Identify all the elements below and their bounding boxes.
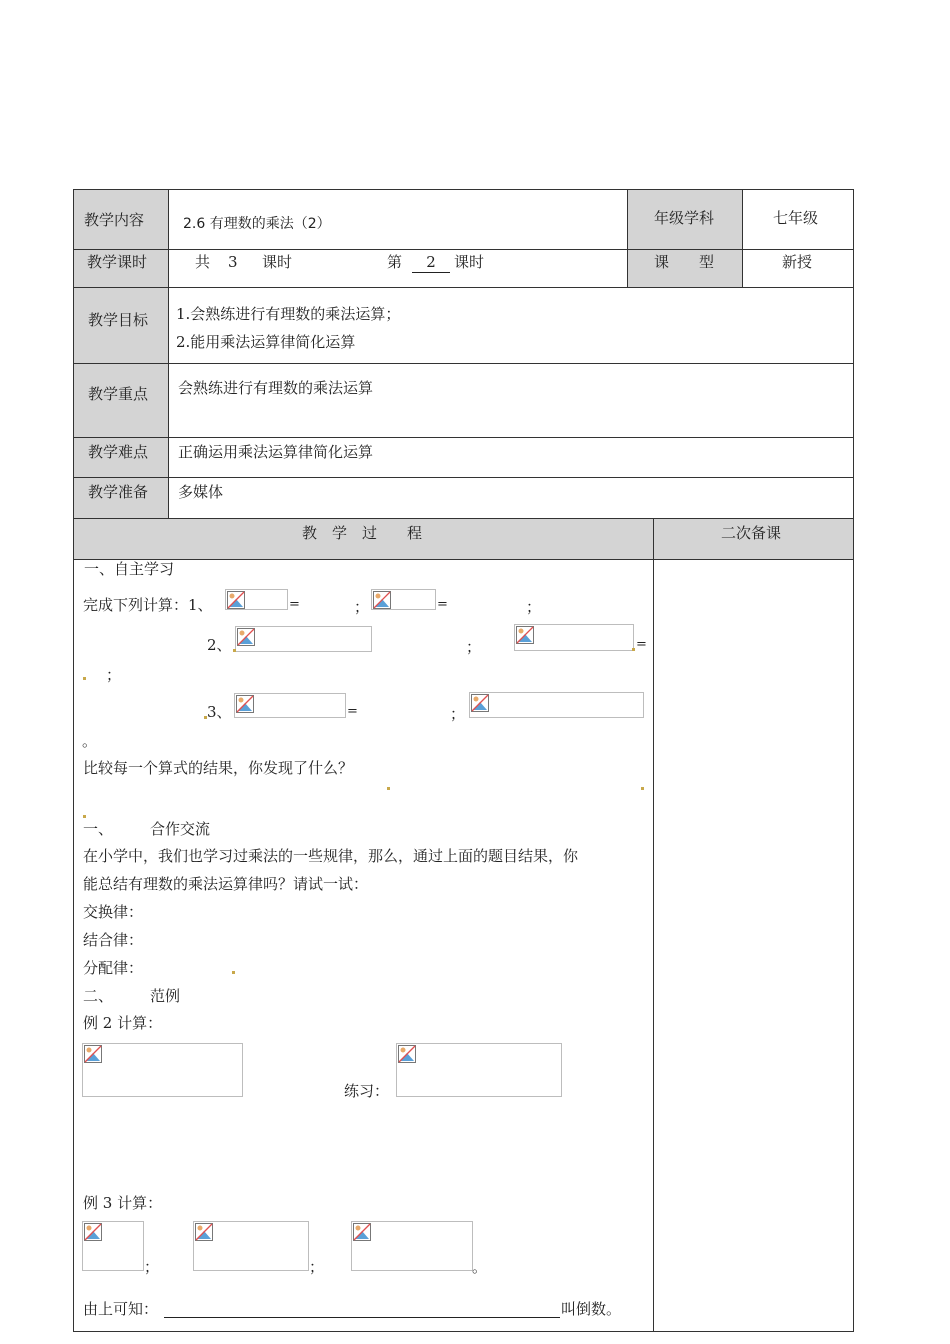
broken-image-icon [237, 628, 255, 646]
section-cooperation-number: 一、 [83, 820, 114, 838]
semicolon: ； [309, 1258, 325, 1276]
periods-label: 教学课时 [87, 253, 148, 271]
example-2-label: 例 2 计算： [83, 1014, 163, 1032]
formula-image [82, 1043, 243, 1097]
difficulty-label: 教学难点 [88, 443, 149, 461]
table-border-right [853, 189, 854, 1332]
process-label: 教 学 过 程 [302, 524, 423, 542]
compare-question: 比较每一个算式的结果，你发现了什么？ [83, 759, 354, 777]
prep-value: 多媒体 [178, 483, 224, 501]
keypoint-label: 教学重点 [88, 385, 149, 403]
broken-image-icon [516, 626, 534, 644]
law-commutative: 交换律： [83, 903, 144, 921]
semicolon: ； [144, 1258, 160, 1276]
table-rule [73, 477, 854, 478]
anchor-mark [232, 971, 235, 974]
table-rule [73, 363, 854, 364]
semicolon: ； [450, 705, 466, 723]
formula-image [396, 1043, 562, 1097]
section-examples-number: 二、 [83, 987, 114, 1005]
cooperation-paragraph: 能总结有理数的乘法运算律吗？请试一试： [83, 875, 369, 893]
conclusion-blank [164, 1317, 560, 1318]
semicolon: ； [354, 598, 370, 616]
formula-image [469, 692, 644, 718]
table-border-bottom [73, 1331, 854, 1332]
anchor-mark [83, 677, 86, 680]
type-value: 新授 [782, 253, 813, 271]
formula-image [351, 1221, 473, 1271]
formula-image [193, 1221, 309, 1271]
anchor-mark [641, 787, 644, 790]
item-number-3: 3、 [207, 703, 232, 721]
formula-image [235, 626, 372, 652]
period-no-prefix: 第 [387, 253, 403, 271]
second-prep-label: 二次备课 [721, 524, 782, 542]
period-no-suffix: 课时 [454, 253, 485, 271]
broken-image-icon [236, 695, 254, 713]
broken-image-icon [84, 1045, 102, 1063]
goal-item: 2.能用乘法运算律简化运算 [176, 333, 356, 351]
table-col-rule [168, 189, 169, 519]
semicolon: ； [106, 666, 122, 684]
periods-total-suffix: 课时 [262, 253, 293, 271]
equals-sign: = [347, 704, 358, 719]
period-mark: 。 [472, 1258, 488, 1276]
formula-image [514, 624, 634, 651]
table-col-rule [742, 189, 743, 288]
grade-subject-label: 年级学科 [654, 209, 715, 227]
content-label: 教学内容 [84, 211, 145, 229]
semicolon: ； [466, 638, 482, 656]
table-col-rule [653, 518, 654, 1332]
formula-image [82, 1221, 144, 1271]
semicolon: ； [526, 598, 542, 616]
anchor-mark [204, 716, 207, 719]
item-number-2: 2、 [207, 636, 232, 654]
broken-image-icon [471, 694, 489, 712]
exercise-intro: 完成下列计算：1、 [83, 596, 213, 614]
broken-image-icon [84, 1223, 102, 1241]
table-rule [73, 518, 854, 519]
table-rule [73, 437, 854, 438]
section-cooperation-title: 合作交流 [150, 820, 211, 838]
periods-total: 3 [228, 253, 238, 271]
period-mark: 。 [82, 732, 98, 750]
period-no [412, 255, 450, 273]
formula-image [371, 589, 436, 610]
grade-value: 七年级 [773, 209, 819, 227]
table-rule [73, 249, 854, 250]
section-self-study-title: 一、自主学习 [84, 560, 175, 578]
formula-image [234, 693, 346, 718]
law-associative: 结合律： [83, 931, 144, 949]
equals-sign: = [437, 597, 448, 612]
table-col-rule [627, 189, 628, 288]
table-rule [73, 287, 854, 288]
goals-label: 教学目标 [88, 311, 149, 329]
content-value: 2.6 有理数的乘法（2） [183, 216, 331, 232]
table-rule [73, 559, 854, 560]
periods-total-prefix: 共 [195, 253, 211, 271]
broken-image-icon [227, 591, 245, 609]
anchor-mark [387, 787, 390, 790]
broken-image-icon [398, 1045, 416, 1063]
formula-image [225, 589, 288, 610]
equals-sign: = [636, 637, 647, 652]
practice-label: 练习： [344, 1082, 390, 1100]
conclusion-suffix: 叫倒数。 [561, 1300, 622, 1318]
broken-image-icon [353, 1223, 371, 1241]
table-border-left [73, 189, 74, 1332]
goal-item: 1.会熟练进行有理数的乘法运算； [176, 305, 401, 323]
type-label: 课 型 [654, 253, 715, 271]
broken-image-icon [373, 591, 391, 609]
difficulty-value: 正确运用乘法运算律简化运算 [178, 443, 374, 461]
example-3-label: 例 3 计算： [83, 1194, 163, 1212]
anchor-mark [83, 815, 86, 818]
equals-sign: = [289, 597, 300, 612]
prep-label: 教学准备 [88, 483, 149, 501]
anchor-mark [632, 648, 635, 651]
conclusion-prefix: 由上可知： [83, 1300, 159, 1318]
keypoint-value: 会熟练进行有理数的乘法运算 [178, 379, 374, 397]
law-distributive: 分配律： [83, 959, 144, 977]
cooperation-paragraph: 在小学中，我们也学习过乘法的一些规律，那么，通过上面的题目结果，你 [83, 847, 579, 865]
broken-image-icon [195, 1223, 213, 1241]
period-no-value: 2 [426, 253, 436, 271]
anchor-mark [233, 649, 236, 652]
table-border-top [73, 189, 854, 190]
section-examples-title: 范例 [150, 987, 181, 1005]
